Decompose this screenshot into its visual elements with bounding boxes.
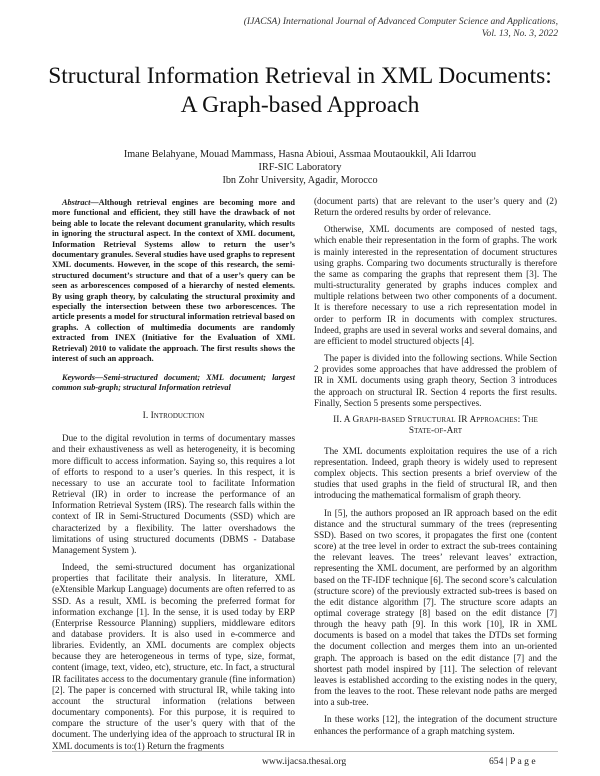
intro-paragraph-1: Due to the digital revolution in terms of documentary masses and their exhaustiveness as well as heterogeneity, it is becoming more difficult to access information. Saying so, this requires a lot of efforts to respond to a user’s queries. In this respect, it is necessary to use an accurate tool to facilitate Information Retrieval (IR) in order to increase the performance of an Information Retrieval System (IRS). The research falls within the context of IR in Semi-Structured Documents (SSD) which are characterized by a flexibility. The latter overshadows the limitations of using structured documents (DBMS - Database Management System ). [52, 433, 295, 555]
author-lab: IRF-SIC Laboratory [258, 162, 342, 173]
author-university: Ibn Zohr University, Agadir, Morocco [222, 175, 378, 186]
right-column [314, 196, 557, 737]
footer-divider [52, 751, 558, 752]
abstract [52, 198, 295, 365]
state-of-art-paragraph-3: In these works [12], the integration of the document structure enhances the performance of a graph matching system. [314, 714, 557, 736]
abstract-text: —Although retrieval engines are becoming more and more functional and efficient, they still have the drawback of not being able to locate the relevant document granularity, which results in ignoring the structural aspect. In the context of XML document, Information Retrieval Systems allow to return the user’s documentary granules. Several studies have used graphs to represent XML documents. However, in the scope of this research, the semi-structured document’s structure and that of a user’s query can be seen as arborescences composed of a hierarchy of nested elements. By using graph theory, by calculating the structural proximity and especially the intersection between these two arborescences. The article presents a model for structural information retrieval based on graphs. A collection of multimedia documents are randomly extracted from INEX (Initiative for the Evaluation of XML Retrieval) 2010 to validate the approach. The first results shows the interest of such an approach. [52, 198, 295, 364]
right-paragraph-3: The paper is divided into the following sections. While Section 2 provides some approaches that have addressed the problem of IR in XML documents using graph theory, Section 3 introduces the approach on structural IR. Section 4 reports the first results. Finally, Section 5 presents some perspectives. [314, 353, 557, 408]
abstract-lead: Abstract [62, 198, 91, 207]
author-names: Imane Belahyane, Mouad Mammass, Hasna Abioui, Assmaa Moutaoukkil, Ali Idarrou [123, 149, 477, 160]
right-paragraph-2: Otherwise, XML documents are composed of nested tags, which enable their representation in the form of graphs. The work is mainly interested in the representation of document structures using graphs. Comparing two documents structurally is therefore the same as comparing the graphs that represent them [3]. The multi-structurality generated by graphs induces complex and multiple relations between two other components of a document. It is therefore necessary to use a rich representation model in order to perform IR in documents with complex structures. Indeed, graphs are used in several works and several domains, and are efficient to model structured objects [4]. [314, 224, 557, 346]
footer-url: www.ijacsa.thesai.org [262, 756, 347, 767]
volume-header: Vol. 13, No. 3, 2022 [481, 28, 558, 39]
paper-title-line-1: Structural Information Retrieval in XML Documents: [48, 63, 552, 89]
right-paragraph-1: (document parts) that are relevant to the user’s query and (2) Return the ordered results by order of relevance. [314, 196, 557, 218]
footer-page-number: 654 | P a g e [489, 756, 536, 767]
section-heading-introduction: I. Introduction [142, 410, 205, 422]
intro-paragraph-2: Indeed, the semi-structured document has organizational properties that facilitate their analysis. In literature, XML (eXtensible Markup Language) documents are often referred to as SSD. As a result, XML is becoming the preferred format for information exchange [1]. In the sense, it is used today by ERP (Enterprise Ressource Planning) suppliers, middleware editors and database providers. It is also used in e-commerce and libraries. Evidently, an XML documents are complex objects because they are heterogeneous in terms of type, size, format, content (image, text, video, etc), structure, etc. In fact, a structural IR facilitates access to the documentary granule (fine information) [2]. The paper is concerned with structural IR, while taking into account the structural information (relations between documentary components). For this purpose, it is required to compare the structure of the user’s query with that of the document. The underlying idea of the approach to structural IR in XML documents is to:(1) Return the fragments [52, 562, 295, 751]
section-heading-state-of-art [314, 415, 557, 438]
section-heading-line-2: State-of-Art [408, 426, 463, 437]
left-column [52, 198, 295, 752]
journal-header: (IJACSA) International Journal of Advanced Computer Science and Applications, [243, 16, 558, 27]
section-heading-line-1: II. A Graph-based Structural IR Approaches: The [333, 414, 538, 425]
keywords: Keywords—Semi-structured document; XML document; largest common sub-graph; structural Information retrieval [52, 372, 295, 392]
state-of-art-paragraph-2: In [5], the authors proposed an IR approach based on the edit distance and the structural summary of the trees (representing SSD). Based on two scores, it propagates the first one (content score) at the tree level in order to extract the sub-trees containing the relevant leaves. The trees’ relevant leaves’ extraction, representing the XML document, are performed by an algorithm based on the TF-IDF technique [6]. The second score’s calculation (structure score) of the previously extracted sub-trees is based on the edit distance algorithm [7]. The structure score adapts an optimal coverage strategy [8] based on the edit distance [7] through the heavy path [9]. In this work [10], IR in XML documents is based on a model that takes the DTDs set forming the document collection and merges them into an un-oriented graph. The approach is based on the edit distance [7] and the shortest path model inspired by [11]. The selection of relevant leaves is established according to the existing nodes in the query, from the leaves to the root. These relevant node paths are merged into a sub-tree. [314, 507, 557, 708]
paper-title-line-2: A Graph-based Approach [180, 92, 420, 118]
state-of-art-paragraph-1: The XML documents exploitation requires the use of a rich representation. Indeed, graph theory is widely used to represent complex objects. This section presents a brief overview of the studies that used graphs in the field of structural IR, and then introducing the mathematical formalism of graph theory. [314, 445, 557, 501]
